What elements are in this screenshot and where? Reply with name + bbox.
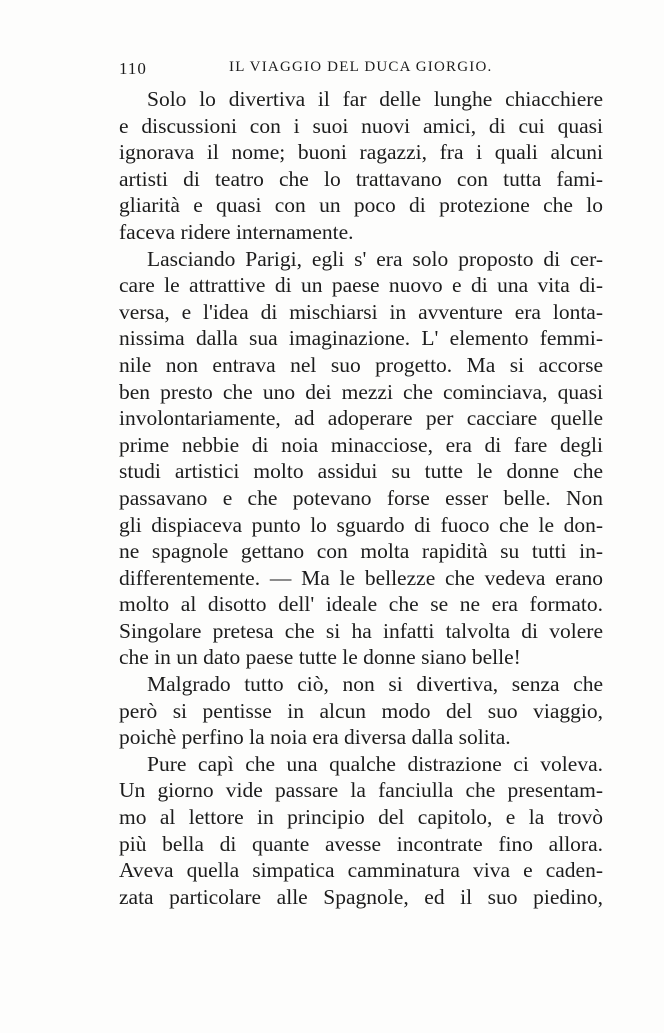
text-line: versa, e l'idea di mischiarsi in avventure era lonta-	[119, 299, 603, 324]
text-line: care le attrattive di un paese nuovo e di una vita di-	[119, 273, 603, 298]
text-line: Un giorno vide passare la fanciulla che presentam-	[119, 778, 603, 803]
running-title: IL VIAGGIO DEL DUCA GIORGIO.	[229, 59, 493, 75]
page-header	[119, 59, 603, 83]
text-line: gliarità e quasi con un poco di protezione che lo	[119, 193, 603, 218]
text-line: Pure capì che una qualche distrazione ci voleva.	[147, 751, 603, 776]
page-number: 110	[119, 59, 147, 78]
text-line: che in un dato paese tutte le donne siano belle!	[119, 645, 521, 670]
text-line: nissima dalla sua imaginazione. L' elemento femmi-	[119, 326, 603, 351]
text-line: nile non entrava nel suo progetto. Ma si accorse	[119, 352, 603, 377]
text-line: però si pentisse in alcun modo del suo viaggio,	[119, 698, 603, 723]
text-line: faceva ridere internamente.	[119, 219, 354, 244]
text-line: Singolare pretesa che si ha infatti talvolta di volere	[119, 618, 603, 643]
text-line: differentemente. — Ma le bellezze che vedeva erano	[119, 565, 603, 590]
text-line: Aveva quella simpatica camminatura viva e caden-	[119, 858, 603, 883]
text-line: ben presto che uno dei mezzi che cominciava, quasi	[119, 379, 603, 404]
text-line: artisti di teatro che lo trattavano con tutta fami-	[119, 166, 603, 191]
text-line: passavano e che potevano forse esser belle. Non	[119, 485, 603, 510]
text-line: poichè perfino la noia era diversa dalla solita.	[119, 725, 511, 750]
text-line: prime nebbie di noia minacciose, era di fare degli	[119, 432, 603, 457]
text-line: mo al lettore in principio del capitolo, e la trovò	[119, 805, 603, 830]
text-line: Lasciando Parigi, egli s' era solo proposto di cer-	[147, 246, 603, 271]
text-line: gli dispiaceva punto lo sguardo di fuoco che le don-	[119, 512, 603, 537]
text-line: involontariamente, ad adoperare per cacciare quelle	[119, 406, 603, 431]
text-line: ignorava il nome; buoni ragazzi, fra i quali alcuni	[119, 140, 603, 165]
text-line: ne spagnole gettano con molta rapidità su tutti in-	[119, 539, 603, 564]
text-line: molto al disotto dell' ideale che se ne era formato.	[119, 592, 603, 617]
body-text	[119, 86, 603, 910]
text-line: più bella di quante avesse incontrate fino allora.	[119, 831, 603, 856]
text-line: Malgrado tutto ciò, non si divertiva, senza che	[147, 672, 603, 697]
text-line: zata particolare alle Spagnole, ed il suo piedino,	[119, 884, 603, 909]
text-line: e discussioni con i suoi nuovi amici, di cui quasi	[119, 113, 603, 138]
text-line: Solo lo divertiva il far delle lunghe chiacchiere	[147, 87, 603, 111]
text-line: studi artistici molto assidui su tutte le donne che	[119, 459, 603, 484]
